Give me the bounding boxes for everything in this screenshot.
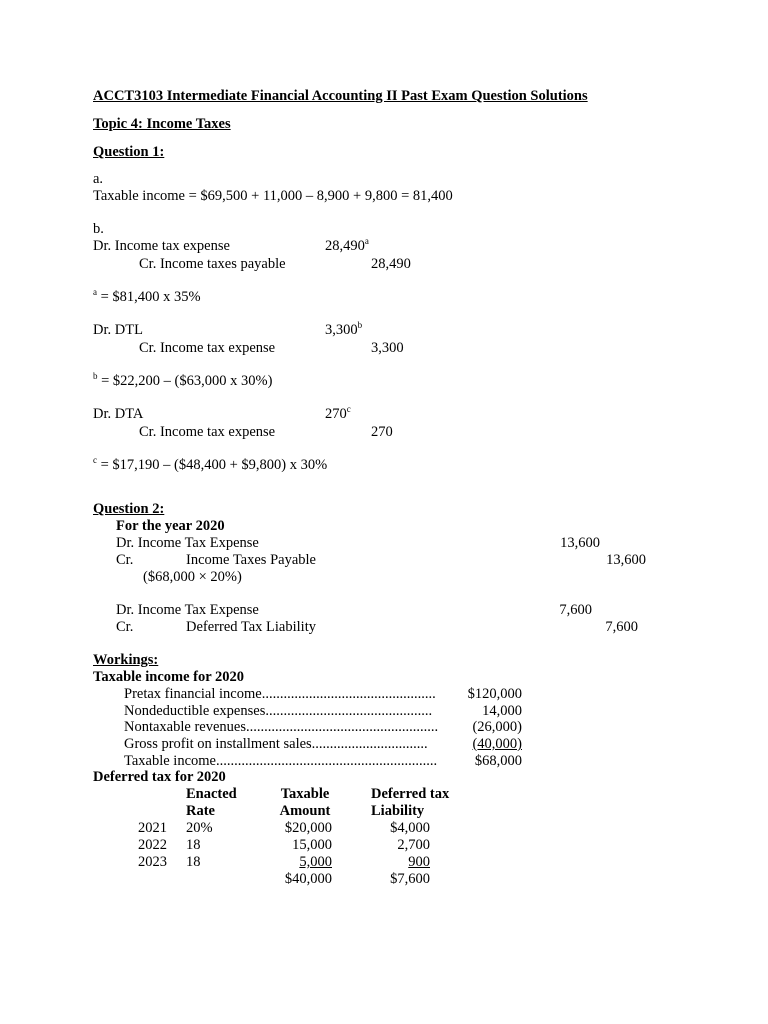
journal-credit-amount: 13,600	[606, 552, 646, 568]
table-cell-rate: 18	[186, 837, 201, 853]
journal-debit-amount: 7,600	[559, 602, 592, 618]
journal-credit-label: Cr. Income tax expense	[139, 340, 276, 356]
journal-debit-label: Dr. Income tax expense	[93, 238, 230, 254]
journal-credit-amount: 270	[371, 424, 393, 440]
question-2-heading: Question 2:	[93, 501, 165, 517]
column-header: Taxable	[280, 786, 330, 802]
journal-credit-prefix: Cr.	[116, 552, 134, 568]
deferred-tax-heading: Deferred tax for 2020	[93, 769, 226, 785]
working-line-amount: $120,000	[467, 686, 522, 702]
document-title: ACCT3103 Intermediate Financial Accounting II Past Exam Question Solutions	[93, 88, 588, 104]
question-1-heading: Question 1:	[93, 144, 165, 160]
working-line-label: Pretax financial income................................................	[124, 686, 436, 702]
journal-debit-amount: 13,600	[560, 535, 600, 551]
column-header: Liability	[371, 803, 425, 819]
table-cell-year: 2023	[138, 854, 167, 870]
working-line-label: Nondeductible expenses..............................................	[124, 703, 433, 719]
journal-debit-amount: 270$^c$	[325, 404, 351, 422]
footnote-marker: c	[346, 404, 351, 414]
working-line-amount: $68,000	[474, 753, 522, 769]
footnote-marker: a	[93, 287, 97, 297]
table-cell-rate: 20%	[186, 820, 213, 836]
footnote-marker: b	[357, 320, 363, 330]
journal-credit-amount: 7,600	[605, 619, 638, 635]
column-header: Deferred tax	[371, 786, 450, 802]
working-line-amount: (26,000)	[472, 719, 522, 735]
table-cell-liability: $4,000	[390, 820, 430, 836]
journal-credit-amount: 3,300	[371, 340, 404, 356]
footnote-marker: c	[93, 455, 97, 465]
year-heading: For the year 2020	[116, 518, 225, 534]
taxable-income-heading: Taxable income for 2020	[93, 669, 245, 685]
journal-credit-label: Cr. Income tax expense	[139, 424, 276, 440]
column-header: Amount	[279, 803, 331, 819]
table-cell-liability: 2,700	[397, 837, 430, 853]
table-cell-year: 2022	[138, 837, 167, 853]
workings-heading: Workings:	[93, 652, 159, 668]
table-cell-taxable: $20,000	[284, 820, 332, 836]
working-line-label: Taxable income.............................................................	[124, 753, 438, 769]
journal-debit-amount: 3,300$^b$	[325, 320, 363, 338]
q1-part-b-label: b.	[93, 221, 104, 237]
journal-credit-amount: 28,490	[371, 256, 411, 272]
footnote: $^a$ = $81,400 x 35%	[93, 287, 201, 305]
footnote-marker: b	[93, 371, 98, 381]
working-line-label: Gross profit on installment sales................................	[124, 736, 428, 752]
journal-debit-label: Dr. DTA	[93, 406, 144, 422]
journal-debit-label: Dr. DTL	[93, 322, 143, 338]
table-cell-liability: 900	[408, 854, 430, 870]
working-line-amount: (40,000)	[472, 736, 522, 752]
table-cell-taxable: 15,000	[292, 837, 332, 853]
topic-heading: Topic 4: Income Taxes	[93, 116, 231, 132]
table-cell-taxable: 5,000	[299, 854, 332, 870]
journal-credit-label: Deferred Tax Liability	[186, 619, 316, 635]
working-line-label: Nontaxable revenues.....................................................	[124, 719, 439, 735]
journal-debit-label: Dr. Income Tax Expense	[116, 602, 259, 618]
column-header: Rate	[186, 803, 215, 819]
working-line-amount: 14,000	[482, 703, 522, 719]
total-taxable-amount: $40,000	[284, 871, 332, 887]
table-cell-year: 2021	[138, 820, 167, 836]
q1-taxable-income-line: Taxable income = $69,500 + 11,000 – 8,900 + 9,800 = 81,400	[93, 188, 453, 204]
footnote: $^b$ = $22,200 – ($63,000 x 30%)	[93, 371, 273, 389]
journal-calculation-note: ($68,000 × 20%)	[143, 569, 242, 585]
journal-credit-label: Income Taxes Payable	[186, 552, 316, 568]
total-deferred-liability: $7,600	[390, 871, 430, 887]
column-header: Enacted	[186, 786, 237, 802]
journal-credit-label: Cr. Income taxes payable	[139, 256, 286, 272]
table-cell-rate: 18	[186, 854, 201, 870]
journal-debit-label: Dr. Income Tax Expense	[116, 535, 259, 551]
q1-part-a-label: a.	[93, 171, 104, 187]
journal-debit-amount: 28,490$^a$	[325, 236, 369, 254]
journal-credit-prefix: Cr.	[116, 619, 134, 635]
footnote: $^c$ = $17,190 – ($48,400 + $9,800) x 30%	[93, 455, 328, 473]
footnote-marker: a	[364, 236, 369, 246]
